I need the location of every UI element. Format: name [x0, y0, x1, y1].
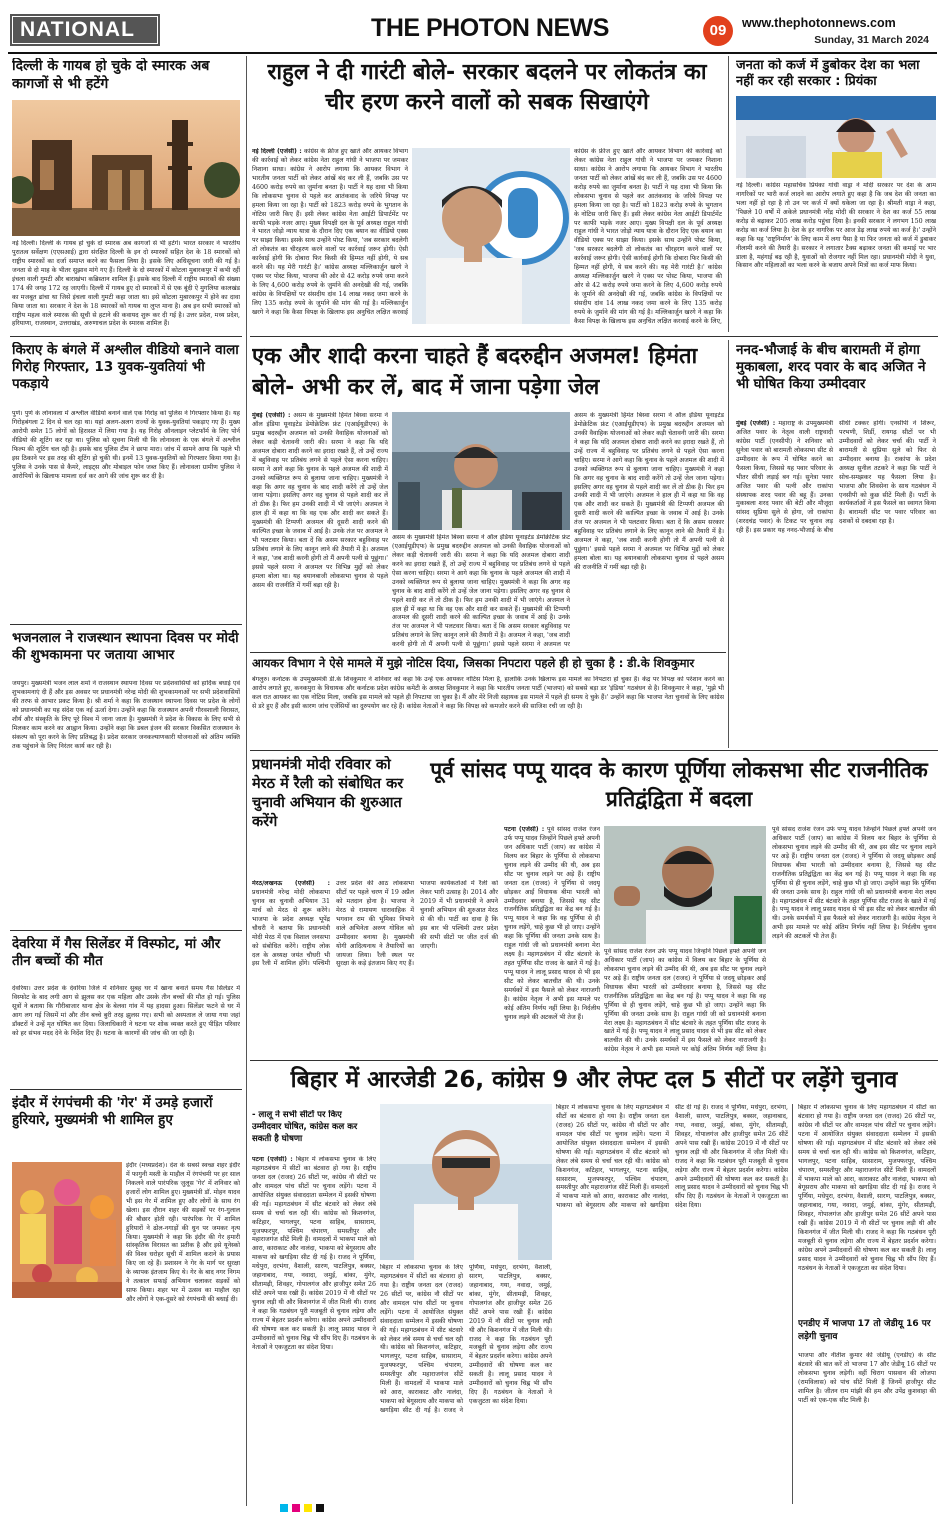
priyanka-body: नई दिल्ली। कांग्रेस महासचिव प्रियंका गांधी वाड्रा ने मोदी सरकार पर देश के आम नागरिकों पर भारी कर्ज लादने का आरोप लगाते हुए कहा है कि जब देश की जनता का भला नहीं हो रहा है तो उन पर कर्ज में क्यों धकेला जा रहा है। श्रीमती वाड्रा ने कहा, 'पिछले 10 वर्षों में अकेले प्रधानमंत्री नरेंद्र मोदी की सरकार ने देश का कर्ज 55 लाख करोड़ से बढ़ाकर 205 लाख करोड़ पहुंचा दिया है। इनकी सरकार ने लगभग 150 लाख करोड़ का कर्ज लिया है। देश के हर नागरिक पर आज डेढ़ लाख रुपये का कर्ज है।' उन्होंने कहा कि यह 'राष्ट्रनिर्माण' के लिए काम में लगा पैसा है या फिर जनता को कर्ज में डुबाकर नीलामी करने की तैयारी है। सरकार ने लगातार टैक्स बढ़ाकर जनता की कमाई पर भार डाला है, महंगाई बढ़ रही है, युवाओं को रोजगार नहीं मिल रहा। प्रधानमंत्री मोदी ने युवा, किसान और महिलाओं का भला करने के बजाय अपने मित्रों का कर्ज माफ किया।: [736, 182, 936, 270]
registration-mark: [280, 1504, 288, 1512]
rule: [10, 930, 242, 931]
website[interactable]: www.thephotonnews.com: [742, 16, 896, 30]
column-rule: [728, 340, 729, 748]
baramati-dateline: मुंबई (एजेंसी) :: [736, 420, 776, 427]
lead-headline: राहुल ने दी गारंटी बोले- सरकार बदलने पर लोकतंत्र का चीर हरण करने वालों को सबक सिखाएंगे: [267, 60, 707, 115]
ajmal-dateline: मुंबई (एजेंसी) :: [252, 412, 291, 419]
shivakumar-body: बेंगलुरु। कर्नाटक के उपमुख्यमंत्री डी.के शिवकुमार ने शनिवार को कहा कि उन्हें एक आयकर नोटिस मिला है, हालांकि उनके खिलाफ इस मामले का निपटारा हो चुका है। केंद्र पर विपक्ष को परेशान करने का आरोप लगाते हुए, कनकपुरा के विधायक और कर्नाटक प्रदेश कांग्रेस कमेटी के अध्यक्ष शिवकुमार ने कहा कि भारतीय जनता पार्टी (भाजपा) को सबसे बड़ा डर 'इंडिया' गठबंधन से है। शिवकुमार ने कहा, 'मुझे भी कल रात आयकर का एक नोटिस मिला, जबकि इस मामले को पहले ही निपटाया जा चुका है। मैं और मेरे निजी सहायक इस मामले में पहले ही समय दे चुके हैं।' उन्होंने कहा कि भाजपा नेता चुनावों के लिए कांग्रेस से डरे हुए हैं और इसी कारण जांच एजेंसियों का दुरुपयोग कर रहे हैं। कांग्रेस नेताओं ने कहा कि विपक्ष को कमजोर करने की साजिश रची जा रही है।: [252, 676, 724, 710]
bihar-dateline: पटना (एजेंसी) :: [252, 1156, 293, 1163]
registration-mark: [292, 1504, 300, 1512]
priyanka-headline: जनता को कर्ज में डुबोकर देश का भला नहीं कर रही सरकार : प्रियंका: [736, 58, 920, 90]
pappu-body-col1: [504, 826, 600, 1054]
rule: [250, 336, 938, 337]
bihar-body-text: बिहार में लोकसभा चुनाव के लिए महागठबंधन में सीटों का बंटवारा हो गया है। राष्ट्रीय जनता दल (राजद) 26 सीटों पर, कांग्रेस नौ सीटों पर और वामदल पांच सीटों पर चुनाव लड़ेंगे। पटना में आयोजित संयुक्त संवाददाता सम्मेलन में इसकी घोषणा की गई। महागठबंधन में सीट बंटवारे को लेकर लंबे समय से चर्चा चल रही थी। कांग्रेस को किशनगंज, कटिहार, भागलपुर, पटना साहिब, सासाराम, मुजफ्फरपुर, पश्चिम चंपारण, समस्तीपुर और महाराजगंज सीटें मिली हैं। वामदलों में भाकपा माले को आरा, काराकाट और नालंदा, भाकपा को बेगूसराय और माकपा को खगड़िया सीट दी गई है। राजद ने पूर्णिया, मधेपुरा, दरभंगा, वैशाली, सारण, पाटलिपुत्र, बक्सर, जहानाबाद, गया, नवादा, जमुई, बांका, मुंगेर, सीतामढ़ी, शिवहर, गोपालगंज और हाजीपुर समेत 26 सीटें अपने पास रखी हैं। कांग्रेस 2019 में नौ सीटों पर चुनाव लड़ी थी और किशनगंज में जीत मिली थी। राजद ने कहा कि गठबंधन पूरी मजबूती से चुनाव लड़ेगा और राज्य में बेहतर प्रदर्शन करेगा। कांग्रेस अपने उम्मीदवारों की घोषणा कल कर सकती है। लालू प्रसाद यादव ने उम्मीदवारों को चुनाव चिह्न भी सौंप दिए हैं। गठबंधन के नेताओं ने एकजुटता का संदेश दिया।: [252, 1156, 376, 1351]
himanta-image: [392, 412, 570, 530]
bhajanlal-body: जयपुर। मुख्यमंत्री भजन लाल शर्मा ने राजस्थान स्थापना दिवस पर प्रदेशवासियों को हार्दिक बधाई एवं शुभकामनाएं दी हैं और इस अवसर पर प्रधानमंत्री नरेन्द्र मोदी की शुभकामनाओं पर सभी प्रदेशवासियों की तरफ से आभार प्रकट किया है। श्री शर्मा ने कहा कि राजस्थान स्थापना दिवस पर प्रदेश के लोगों को प्रधानमंत्री का यह संदेश एक नई ऊर्जा देगा। उन्होंने कहा कि राजस्थान अपनी गौरवशाली विरासत, शौर्य और संस्कृति के लिए पूरे विश्व में जाना जाता है। मुख्यमंत्री ने प्रदेश के विकास के लिए सभी से मिलकर काम करने का आह्वान किया। उन्होंने कहा कि डबल इंजन की सरकार विकसित राजस्थान के संकल्प को पूरा करने के लिए प्रतिबद्ध है। प्रदेश सरकार जनकल्याणकारी योजनाओं को अंतिम व्यक्ति तक पहुंचाने के लिए निरंतर कार्य कर रही है।: [12, 680, 240, 750]
column-rule: [246, 56, 247, 1506]
registration-mark: [304, 1504, 312, 1512]
meerut-body-text: प्रधानमंत्री नरेन्द्र मोदी लोकसभा चुनाव का चुनावी अभियान 31 मार्च को मेरठ से शुरू करेंगे। भाजपा के प्रदेश अध्यक्ष भूपेंद्र चौधरी ने बताया कि प्रधानमंत्री मोदी मेरठ में एक विशाल जनसभा को संबोधित करेंगे। राष्ट्रीय लोक दल के अध्यक्ष जयंत चौधरी भी इस रैली में शामिल होंगे। पश्चिमी उत्तर प्रदेश की आठ लोकसभा सीटों पर पहले चरण में 19 अप्रैल को मतदान होना है। भाजपा ने मेरठ से रामायण धारावाहिक में भगवान राम की भूमिका निभाने वाले अभिनेता अरुण गोविल को उम्मीदवार बनाया है। मुख्यमंत्री योगी आदित्यनाथ ने तैयारियों का जायजा लिया। रैली स्थल पर सुरक्षा के कड़े इंतजाम किए गए हैं। भाजपा कार्यकर्ताओं में रैली को लेकर भारी उत्साह है। 2014 और 2019 में भी प्रधानमंत्री ने अपने चुनावी अभियान की शुरुआत मेरठ से की थी। पार्टी का दावा है कि इस बार भी पश्चिमी उत्तर प्रदेश की सभी सीटों पर जीत दर्ज की जाएगी।: [252, 880, 498, 968]
lead-body-text: कांग्रेस के फ्रीज हुए खाते और आयकर विभाग की कार्रवाई को लेकर कांग्रेस नेता राहुल गांधी ने भाजपा पर जमकर निशाना साधा। कांग्रेस ने आरोप लगाया कि आयकर विभाग ने भारतीय जनता पार्टी को लेकर आंखें बंद कर ली हैं, जबकि उस पर 4600 करोड़ रुपये का जुर्माना बनता है। पार्टी ने यह दावा भी किया कि लोकसभा चुनाव से पहले कर आतंकवाद के जरिये विपक्ष पर हमला किया जा रहा है। पार्टी को 1823 करोड़ रुपये के भुगतान के नोटिस जारी किए हैं। इसी लेकर कांग्रेस नेता आईटी डिपार्टमेंट पर काफी भड़के नजर आए। मुख्य विपक्षी दल के पूर्व अध्यक्ष राहुल गांधी ने भारत जोड़ो न्याय यात्रा के दौरान दिए एक बयान का वीडियो एक्स पर साझा किया। इसके साथ उन्होंने पोस्ट किया, 'जब सरकार बदलेगी तो लोकतंत्र का चीरहरण करने वालों पर कार्रवाई जरूर होगी। ऐसी कार्रवाई होगी कि दोबारा फिर किसी की हिम्मत नहीं होगी, ये सब करने की। यह मेरी गारंटी है।' कांग्रेस अध्यक्ष मल्लिकार्जुन खरगे ने एक्स पर पोस्ट किया, भाजपा की ओर से 42 करोड़ रुपये जमा करने के लिए 4,600 करोड़ रुपये के जुर्माने की अनदेखी की गई, जबकि कांग्रेस के विपक्षियों पर संसदीय दांव 14 लाख नकद जमा करने के लिए 135 करोड़ रुपये के जुर्माने की मांग की गई है। मल्लिकार्जुन खरगे ने कहा कि कैसा विपक्ष के खिलाफ इस अनुचित लक्षित करवाई: [252, 148, 408, 316]
header-rule: [8, 52, 937, 54]
pappu-dateline: पटना (एजेंसी) :: [504, 826, 545, 833]
baramati-body-text: महाराष्ट्र के उपमुख्यमंत्री अजित पवार के नेतृत्व वाली राष्ट्रवादी कांग्रेस पार्टी (एनसीपी) ने शनिवार को सुनेत्रा पवार को बारामती लोकसभा सीट से उम्मीदवार के रूप में घोषित करने का फैसला किया, जिससे यह पवार परिवार के भीतर सीधी लड़ाई बन गई। सुनेत्रा पवार अजित पवार की पत्नी और राकांपा संस्थापक शरद पवार की बहू हैं। उनका मुकाबला शरद पवार की बेटी और मौजूदा सांसद सुप्रिया सुले से होगा, जो राकांपा (शरदचंद्र पवार) के टिकट पर चुनाव लड़ रही हैं। इस प्रकार यह ननद-भौजाई के बीच सीधी टक्कर होगी। एनसीपी ने शिरूर, परभणी, शिर्डी, रायगढ़ सीटों पर भी उम्मीदवारों को लेकर चर्चा की। पार्टी ने बारामती से सुप्रिया सुले को फिर से उम्मीदवार बनाया है। राकांपा के प्रदेश अध्यक्ष सुनील तटकरे ने कहा कि पार्टी ने सोच-समझकर यह फैसला लिया है। भाजपा और शिवसेना के साथ गठबंधन में एनसीपी को कुछ सीटें मिली हैं। पार्टी के कार्यकर्ताओं ने इस फैसले का स्वागत किया है। बारामती सीट पर पवार परिवार का दशकों से दबदबा रहा है।: [736, 420, 936, 535]
pappu-photo: [604, 826, 766, 944]
column-rule: [728, 56, 729, 332]
bihar-headline: बिहार में आरजेडी 26, कांग्रेस 9 और लेफ्ट दल 5 सीटों पर लड़ेंगे चुनाव: [290, 1067, 898, 1093]
meerut-headline: प्रधानमंत्री मोदी रविवार को मेरठ में रैली को संबोधित कर चुनावी अभियान की शुरुआत करेंगे: [252, 757, 404, 830]
registration-mark: [316, 1504, 324, 1512]
ajmal-headline: एक और शादी करना चाहते हैं बदरुद्दीन अजमल! हिमंता बोले- अभी कर लें, बाद में जाना पड़ेगा जेल: [252, 344, 698, 400]
rule: [10, 1089, 242, 1090]
masthead: THE PHOTON NEWS: [371, 14, 609, 42]
monument-headline: दिल्ली के गायब हो चुके दो स्मारक अब कागजों से भी हटेंगे: [12, 58, 210, 92]
meerut-dateline: मेरठ/लखनऊ (एजेंसी) :: [252, 880, 330, 887]
deoria-headline: देवरिया में गैस सिलेंडर में विस्फोट, मां और तीन बच्चों की मौत: [12, 936, 221, 969]
ajmal-body-col3: असम के मुख्यमंत्री हिमंत बिस्वा सरमा ने ऑल इंडिया यूनाइटेड डेमोक्रेटिक फ्रंट (एआईयूडीएफ) के प्रमुख बदरुद्दीन अजमल को उनकी वैवाहिक योजनाओं को लेकर कड़ी चेतावनी जारी की। सरमा ने कहा कि यदि अजमल दोबारा शादी करने का इरादा रखते हैं, तो उन्हें राज्य में बहुविवाह पर प्रतिबंध लगने से पहले ऐसा करना चाहिए। सरमा ने आगे कहा कि चुनाव के पहले अजमल की शादी में उनको व्यक्तिगत रूप से बुलाया जाना चाहिए। मुख्यमंत्री ने कहा कि अगर वह चुनाव के बाद शादी करेंगे तो उन्हें जेल जाना पड़ेगा। इसलिए अगर वह चुनाव से पहले शादी कर लें तो ठीक है। फिर हम उनकी शादी में भी जाएंगे। अजमल ने हाल ही में कहा था कि वह एक और शादी कर सकते हैं। मुख्यमंत्री की टिप्पणी अजमल की दूसरी शादी करने की काल्पित इच्छा के जवाब में आई है। उनके तंज पर अजमल ने भी पलटवार किया। बता दें कि असम सरकार बहुविवाह पर प्रतिबंध लगाने के लिए कानून लाने की तैयारी में है। अजमल ने कहा, 'जब शादी करनी होगी तो मैं अपनी पत्नी से पूछूंगा।' इससे पहले सरमा ने अजमल पर विभिन्न मुद्दों को लेकर हमला बोला था। यह बयानबाजी लोकसभा चुनाव से पहले असम की राजनीति में गर्मी बढ़ा रही है।: [574, 412, 724, 571]
baramati-headline: ननद-भौजाई के बीच बारामती में होगा मुकाबला, शरद पवार के बाद अजित ने भी घोषित किया उम्मीदवार: [736, 342, 926, 392]
shivakumar-headline: आयकर विभाग ने ऐसे मामले में मुझे नोटिस दिया, जिसका निपटारा पहले ही हो चुका है : डी.के शिवकुमार: [252, 656, 695, 670]
bihar-subhead: - लालू ने सभी सीटों पर किए उम्मीदवार घोषित, कांग्रेस कल कर सकती है घोषणा: [252, 1110, 358, 1144]
bihar-body-col3: बिहार में लोकसभा चुनाव के लिए महागठबंधन में सीटों का बंटवारा हो गया है। राष्ट्रीय जनता दल (राजद) 26 सीटों पर, कांग्रेस नौ सीटों पर और वामदल पांच सीटों पर चुनाव लड़ेंगे। पटना में आयोजित संयुक्त संवाददाता सम्मेलन में इसकी घोषणा की गई। महागठबंधन में सीट बंटवारे को लेकर लंबे समय से चर्चा चल रही थी। कांग्रेस को किशनगंज, कटिहार, भागलपुर, पटना साहिब, सासाराम, मुजफ्फरपुर, पश्चिम चंपारण, समस्तीपुर और महाराजगंज सीटें मिली हैं। वामदलों में भाकपा माले को आरा, काराकाट और नालंदा, भाकपा को बेगूसराय और माकपा को खगड़िया सीट दी गई है। राजद ने पूर्णिया, मधेपुरा, दरभंगा, वैशाली, सारण, पाटलिपुत्र, बक्सर, जहानाबाद, गया, नवादा, जमुई, बांका, मुंगेर, सीतामढ़ी, शिवहर, गोपालगंज और हाजीपुर समेत 26 सीटें अपने पास रखी हैं। कांग्रेस 2019 में नौ सीटों पर चुनाव लड़ी थी और किशनगंज में जीत मिली थी। राजद ने कहा कि गठबंधन पूरी मजबूती से चुनाव लड़ेगा और राज्य में बेहतर प्रदर्शन करेगा। कांग्रेस अपने उम्मीदवारों की घोषणा कल कर सकती है। लालू प्रसाद यादव ने उम्मीदवारों को चुनाव चिह्न भी सौंप दिए हैं। गठबंधन के नेताओं ने एकजुटता का संदेश दिया।: [556, 1104, 788, 1210]
monument-body: नई दिल्ली। दिल्ली के गायब हो चुके दो स्मारक अब कागजों से भी हटेंगे। भारत सरकार ने भारतीय पुरातत्व सर्वेक्षण (एएसआई) द्वारा संरक्षित दिल्ली के इन दो स्मारकों सहित देश के 18 स्मारकों को राष्ट्रीय स्मारकों का दर्जा समाप्त करने का फैसला लिया है। इसके लिए अधिसूचना जारी की गई है। जनता से दो माह के भीतर सुझाव मांगे गए हैं। दिल्ली के दो स्मारकों में कोटला मुबारकपुर में कभी रहीं इंचला वाली गुमटी और बाराखंभा कब्रिस्तान शामिल हैं। इसके बाद दिल्ली में राष्ट्रीय स्मारकों की संख्या 174 की जगह 172 रह जाएगी। दिल्ली में गायब हुए दो स्मारकों में से एक बूंदी ऐ मुगलिया कालखंड का मजबूत ढांचा था जिसे इंचला वाली गुमटी कहा जाता था। इसे कोटला मुबारकपुर में होने का दावा किया जाता था। सरकार ने देश के 18 स्मारकों को गायब या लुप्त माना है। अब इन सभी स्मारकों को राष्ट्रीय महत्व वाले स्मारक की सूची से हटाने की कवायद शुरू कर दी गई है। उत्तर प्रदेश, मध्य प्रदेश, हरियाणा, राजस्थान, उत्तराखंड, अरुणाचल प्रदेश के स्मारक शामिल हैं।: [12, 240, 240, 328]
section-label: NATIONAL: [20, 18, 135, 41]
priyanka-image: [736, 96, 936, 178]
lead-body-right: कांग्रेस के फ्रीज हुए खाते और आयकर विभाग की कार्रवाई को लेकर कांग्रेस नेता राहुल गांधी ने भाजपा पर जमकर निशाना साधा। कांग्रेस ने आरोप लगाया कि आयकर विभाग ने भारतीय जनता पार्टी को लेकर आंखें बंद कर ली हैं, जबकि उस पर 4600 करोड़ रुपये का जुर्माना बनता है। पार्टी ने यह दावा भी किया कि लोकसभा चुनाव से पहले कर आतंकवाद के जरिये विपक्ष पर हमला किया जा रहा है। पार्टी को 1823 करोड़ रुपये के भुगतान के नोटिस जारी किए हैं। इसी लेकर कांग्रेस नेता आईटी डिपार्टमेंट पर काफी भड़के नजर आए। मुख्य विपक्षी दल के पूर्व अध्यक्ष राहुल गांधी ने भारत जोड़ो न्याय यात्रा के दौरान दिए एक बयान का वीडियो एक्स पर साझा किया। इसके साथ उन्होंने पोस्ट किया, 'जब सरकार बदलेगी तो लोकतंत्र का चीरहरण करने वालों पर कार्रवाई जरूर होगी। ऐसी कार्रवाई होगी कि दोबारा फिर किसी की हिम्मत नहीं होगी, ये सब करने की। यह मेरी गारंटी है।' कांग्रेस अध्यक्ष मल्लिकार्जुन खरगे ने एक्स पर पोस्ट किया, भाजपा की ओर से 42 करोड़ रुपये जमा करने के लिए 4,600 करोड़ रुपये के जुर्माने की अनदेखी की गई, जबकि कांग्रेस के विपक्षियों पर संसदीय दांव 14 लाख नकद जमा करने के लिए 135 करोड़ रुपये के जुर्माने की मांग की गई है। मल्लिकार्जुन खरगे ने कहा कि कैसा विपक्ष के खिलाफ इस अनुचित लक्षित करवाई करने के लिए,: [574, 148, 722, 324]
indore-body-text: इंदौर (मध्यप्रदेश)। देश के सबसे स्वच्छ शहर इंदौर में फागुनी मस्ती के माहौल में रंगपंचमी पर हर साल निकलने वाले पारंपरिक जुलूस 'गेर' में शनिवार को हजारों लोग शामिल हुए। मुख्यमंत्री डॉ. मोहन यादव भी इस गेर में शामिल हुए और लोगों के साथ रंग खेला। इस दौरान शहर की सड़कों पर रंग-गुलाल की बौछार होती रही। पारंपरिक गेर में शामिल हुरियारों ने ढोल-नगाड़ों की धुन पर जमकर नृत्य किया। मुख्यमंत्री ने कहा कि इंदौर की गेर हमारी सांस्कृतिक विरासत का प्रतीक है और इसे यूनेस्को की विश्व धरोहर सूची में शामिल कराने के प्रयास किए जा रहे हैं। प्रशासन ने गेर के मार्ग पर सुरक्षा के व्यापक इंतजाम किए थे। गेर के बाद नगर निगम ने तत्काल सफाई अभियान चलाकर सड़कों को साफ किया। शहर भर में उत्सव का माहौल रहा और लोगों ने एक-दूसरे को रंगपंचमी की बधाई दी।: [126, 1162, 240, 1304]
rule: [250, 652, 726, 653]
himanta-photo: [392, 412, 570, 530]
indore-headline: इंदौर में रंगपंचमी की 'गेर' में उमड़े हजारों हुरियारे, मुख्यमंत्री भी शामिल हुए: [12, 1095, 213, 1128]
monument-photo: [12, 100, 240, 236]
bihar-body-col1: [252, 1156, 376, 1506]
lalu-photo: [380, 1104, 552, 1260]
bhajanlal-headline: भजनलाल ने राजस्थान स्थापना दिवस पर मोदी की शुभकामना पर जताया आभार: [12, 630, 239, 663]
pappu-body-col3: पूर्व सांसद राजेश रंजन उर्फ पप्पू यादव जिन्होंने पिछले हफ्ते अपनी जन अधिकार पार्टी (जाप) का कांग्रेस में विलय कर बिहार के पूर्णिया से लोकसभा चुनाव लड़ने की उम्मीद की थी, अब इस सीट पर चुनाव लड़ने पर अड़े हैं। राष्ट्रीय जनता दल (राजद) ने पूर्णिया से जदयू छोड़कर आईं विधायक बीमा भारती को उम्मीदवार बनाया है, जिससे यह सीट राजनीतिक प्रतिद्वंद्विता का केंद्र बन गई है। पप्पू यादव ने कहा कि वह पूर्णिया से ही चुनाव लड़ेंगे, चाहे कुछ भी हो जाए। उन्होंने कहा कि पूर्णिया की जनता उनके साथ है। राहुल गांधी जी को प्रधानमंत्री बनाना मेरा लक्ष्य है। महागठबंधन में सीट बंटवारे के तहत पूर्णिया सीट राजद के खाते में गई है। पप्पू यादव ने लालू प्रसाद यादव से भी इस सीट को लेकर बातचीत की थी। उनके समर्थकों में इस फैसले को लेकर नाराजगी है। कांग्रेस नेतृत्व ने अभी इस मामले पर कोई अंतिम निर्णय नहीं लिया है। निर्दलीय चुनाव लड़ने की अटकलें भी तेज हैं।: [772, 826, 936, 941]
deoria-body: देवरिया। उत्तर प्रदेश के देवरिया जिले में शनिवार सुबह घर में खाना बनाते समय गैस सिलेंडर में विस्फोट के बाद लगी आग से झुलस कर एक महिला और उसके तीन बच्चों की मौत हो गई। पुलिस सूत्रों ने बताया कि गौरीबाजार थाना क्षेत्र के बेलवा गांव में यह हादसा हुआ। सिलेंडर फटने से घर में आग लग गई जिसमें मां और तीन बच्चे बुरी तरह झुलस गए। सभी को अस्पताल ले जाया गया जहां डॉक्टरों ने उन्हें मृत घोषित कर दिया। जिलाधिकारी ने घटना पर शोक व्यक्त करते हुए पीड़ित परिवार को हर संभव मदद देने के निर्देश दिए हैं। घटना के कारणों की जांच की जा रही है।: [12, 985, 240, 1037]
nda-headline: एनडीए में भाजपा 17 तो जेडीयू 16 पर लड़ेगी चुनाव: [798, 1319, 931, 1342]
section-tag: [10, 14, 160, 46]
indore-body: [12, 1162, 240, 1514]
rule: [250, 1060, 938, 1061]
rule: [10, 336, 242, 337]
rule: [10, 624, 242, 625]
pappu-headline: पूर्व सांसद पप्पू यादव के कारण पूर्णिया लोकसभा सीट राजनीतिक प्रतिद्वंद्विता में बदला: [430, 758, 928, 812]
lalu-image: [380, 1104, 552, 1260]
qutub-image: [12, 100, 240, 236]
photo-spacer: [12, 1162, 126, 1300]
issue-date: Sunday, 31 March 2024: [814, 34, 929, 46]
meerut-body: [252, 880, 498, 1054]
pappu-body-text: पूर्व सांसद राजेश रंजन उर्फ पप्पू यादव जिन्होंने पिछले हफ्ते अपनी जन अधिकार पार्टी (जाप) का कांग्रेस में विलय कर बिहार के पूर्णिया से लोकसभा चुनाव लड़ने की उम्मीद की थी, अब इस सीट पर चुनाव लड़ने पर अड़े हैं। राष्ट्रीय जनता दल (राजद) ने पूर्णिया से जदयू छोड़कर आईं विधायक बीमा भारती को उम्मीदवार बनाया है, जिससे यह सीट राजनीतिक प्रतिद्वंद्विता का केंद्र बन गई है। पप्पू यादव ने कहा कि वह पूर्णिया से ही चुनाव लड़ेंगे, चाहे कुछ भी हो जाए। उन्होंने कहा कि पूर्णिया की जनता उनके साथ है। राहुल गांधी जी को प्रधानमंत्री बनाना मेरा लक्ष्य है। महागठबंधन में सीट बंटवारे के तहत पूर्णिया सीट राजद के खाते में गई है। पप्पू यादव ने लालू प्रसाद यादव से भी इस सीट को लेकर बातचीत की थी। उनके समर्थकों में इस फैसले को लेकर नाराजगी है। कांग्रेस नेतृत्व ने अभी इस मामले पर कोई अंतिम निर्णय नहीं लिया है। निर्दलीय चुनाव लड़ने की अटकलें भी तेज हैं।: [504, 826, 600, 1021]
bihar-body-col4: बिहार में लोकसभा चुनाव के लिए महागठबंधन में सीटों का बंटवारा हो गया है। राष्ट्रीय जनता दल (राजद) 26 सीटों पर, कांग्रेस नौ सीटों पर और वामदल पांच सीटों पर चुनाव लड़ेंगे। पटना में आयोजित संयुक्त संवाददाता सम्मेलन में इसकी घोषणा की गई। महागठबंधन में सीट बंटवारे को लेकर लंबे समय से चर्चा चल रही थी। कांग्रेस को किशनगंज, कटिहार, भागलपुर, पटना साहिब, सासाराम, मुजफ्फरपुर, पश्चिम चंपारण, समस्तीपुर और महाराजगंज सीटें मिली हैं। वामदलों में भाकपा माले को आरा, काराकाट और नालंदा, भाकपा को बेगूसराय और माकपा को खगड़िया सीट दी गई है। राजद ने पूर्णिया, मधेपुरा, दरभंगा, वैशाली, सारण, पाटलिपुत्र, बक्सर, जहानाबाद, गया, नवादा, जमुई, बांका, मुंगेर, सीतामढ़ी, शिवहर, गोपालगंज और हाजीपुर समेत 26 सीटें अपने पास रखी हैं। कांग्रेस 2019 में नौ सीटों पर चुनाव लड़ी थी और किशनगंज में जीत मिली थी। राजद ने कहा कि गठबंधन पूरी मजबूती से चुनाव लड़ेगा और राज्य में बेहतर प्रदर्शन करेगा। कांग्रेस अपने उम्मीदवारों की घोषणा कल कर सकती है। लालू प्रसाद यादव ने उम्मीदवारों को चुनाव चिह्न भी सौंप दिए हैं। गठबंधन के नेताओं ने एकजुटता का संदेश दिया।: [798, 1104, 936, 1272]
column-rule: [792, 1104, 793, 1504]
pappu-body-col2: पूर्व सांसद राजेश रंजन उर्फ पप्पू यादव जिन्होंने पिछले हफ्ते अपनी जन अधिकार पार्टी (जाप) का कांग्रेस में विलय कर बिहार के पूर्णिया से लोकसभा चुनाव लड़ने की उम्मीद की थी, अब इस सीट पर चुनाव लड़ने पर अड़े हैं। राष्ट्रीय जनता दल (राजद) ने पूर्णिया से जदयू छोड़कर आईं विधायक बीमा भारती को उम्मीदवार बनाया है, जिससे यह सीट राजनीतिक प्रतिद्वंद्विता का केंद्र बन गई है। पप्पू यादव ने कहा कि वह पूर्णिया से ही चुनाव लड़ेंगे, चाहे कुछ भी हो जाए। उन्होंने कहा कि पूर्णिया की जनता उनके साथ है। राहुल गांधी जी को प्रधानमंत्री बनाना मेरा लक्ष्य है। महागठबंधन में सीट बंटवारे के तहत पूर्णिया सीट राजद के खाते में गई है। पप्पू यादव ने लालू प्रसाद यादव से भी इस सीट को लेकर बातचीत की थी। उनके समर्थकों में इस फैसले को लेकर नाराजगी है। कांग्रेस नेतृत्व ने अभी इस मामले पर कोई अंतिम निर्णय नहीं लिया है।: [604, 948, 766, 1054]
ajmal-body-text: असम के मुख्यमंत्री हिमंत बिस्वा सरमा ने ऑल इंडिया यूनाइटेड डेमोक्रेटिक फ्रंट (एआईयूडीएफ) के प्रमुख बदरुद्दीन अजमल को उनकी वैवाहिक योजनाओं को लेकर कड़ी चेतावनी जारी की। सरमा ने कहा कि यदि अजमल दोबारा शादी करने का इरादा रखते हैं, तो उन्हें राज्य में बहुविवाह पर प्रतिबंध लगने से पहले ऐसा करना चाहिए। सरमा ने आगे कहा कि चुनाव के पहले अजमल की शादी में उनको व्यक्तिगत रूप से बुलाया जाना चाहिए। मुख्यमंत्री ने कहा कि अगर वह चुनाव के बाद शादी करेंगे तो उन्हें जेल जाना पड़ेगा। इसलिए अगर वह चुनाव से पहले शादी कर लें तो ठीक है। फिर हम उनकी शादी में भी जाएंगे। अजमल ने हाल ही में कहा था कि वह एक और शादी कर सकते हैं। मुख्यमंत्री की टिप्पणी अजमल की दूसरी शादी करने की काल्पित इच्छा के जवाब में आई है। उनके तंज पर अजमल ने भी पलटवार किया। बता दें कि असम सरकार बहुविवाह पर प्रतिबंध लगाने के लिए कानून लाने की तैयारी में है। अजमल ने कहा, 'जब शादी करनी होगी तो मैं अपनी पत्नी से पूछूंगा।' इससे पहले सरमा ने अजमल पर विभिन्न मुद्दों को लेकर हमला बोला था। यह बयानबाजी लोकसभा चुनाव से पहले असम की राजनीति में गर्मी बढ़ा रही है।: [252, 412, 388, 589]
priyanka-photo: [736, 96, 936, 178]
pappu-image: [604, 826, 766, 944]
ajmal-body-col2: असम के मुख्यमंत्री हिमंत बिस्वा सरमा ने ऑल इंडिया यूनाइटेड डेमोक्रेटिक फ्रंट (एआईयूडीएफ) के प्रमुख बदरुद्दीन अजमल को उनकी वैवाहिक योजनाओं को लेकर कड़ी चेतावनी जारी की। सरमा ने कहा कि यदि अजमल दोबारा शादी करने का इरादा रखते हैं, तो उन्हें राज्य में बहुविवाह पर प्रतिबंध लगने से पहले ऐसा करना चाहिए। सरमा ने आगे कहा कि चुनाव के पहले अजमल की शादी में उनको व्यक्तिगत रूप से बुलाया जाना चाहिए। मुख्यमंत्री ने कहा कि अगर वह चुनाव के बाद शादी करेंगे तो उन्हें जेल जाना पड़ेगा। इसलिए अगर वह चुनाव से पहले शादी कर लें तो ठीक है। फिर हम उनकी शादी में भी जाएंगे। अजमल ने हाल ही में कहा था कि वह एक और शादी कर सकते हैं। मुख्यमंत्री की टिप्पणी अजमल की दूसरी शादी करने की काल्पित इच्छा के जवाब में आई है। उनके तंज पर अजमल ने भी पलटवार किया। बता दें कि असम सरकार बहुविवाह पर प्रतिबंध लगाने के लिए कानून लाने की तैयारी में है। अजमल ने कहा, 'जब शादी करनी होगी तो मैं अपनी पत्नी से पूछूंगा।' इससे पहले सरमा ने अजमल पर: [392, 534, 570, 648]
bihar-body-col2: बिहार में लोकसभा चुनाव के लिए महागठबंधन में सीटों का बंटवारा हो गया है। राष्ट्रीय जनता दल (राजद) 26 सीटों पर, कांग्रेस नौ सीटों पर और वामदल पांच सीटों पर चुनाव लड़ेंगे। पटना में आयोजित संयुक्त संवाददाता सम्मेलन में इसकी घोषणा की गई। महागठबंधन में सीट बंटवारे को लेकर लंबे समय से चर्चा चल रही थी। कांग्रेस को किशनगंज, कटिहार, भागलपुर, पटना साहिब, सासाराम, मुजफ्फरपुर, पश्चिम चंपारण, समस्तीपुर और महाराजगंज सीटें मिली हैं। वामदलों में भाकपा माले को आरा, काराकाट और नालंदा, भाकपा को बेगूसराय और माकपा को खगड़िया सीट दी गई है। राजद ने पूर्णिया, मधेपुरा, दरभंगा, वैशाली, सारण, पाटलिपुत्र, बक्सर, जहानाबाद, गया, नवादा, जमुई, बांका, मुंगेर, सीतामढ़ी, शिवहर, गोपालगंज और हाजीपुर समेत 26 सीटें अपने पास रखी हैं। कांग्रेस 2019 में नौ सीटों पर चुनाव लड़ी थी और किशनगंज में जीत मिली थी। राजद ने कहा कि गठबंधन पूरी मजबूती से चुनाव लड़ेगा और राज्य में बेहतर प्रदर्शन करेगा। कांग्रेस अपने उम्मीदवारों की घोषणा कल कर सकती है। लालू प्रसाद यादव ने उम्मीदवारों को चुनाव चिह्न भी सौंप दिए हैं। गठबंधन के नेताओं ने एकजुटता का संदेश दिया।: [380, 1264, 552, 1414]
page-number: 09: [703, 16, 733, 46]
ajmal-body-col1: [252, 412, 388, 648]
lead-dateline: नई दिल्ली (एजेंसी) :: [252, 148, 302, 155]
gang-body: पुणे। पुणे के लोनावला में अश्लील वीडियो बनाने वाले एक गिरोह को पुलिस ने गिरफ्तार किया है। यह गिरोहबंगला 2 दिन से चल रहा था। यहां अलग-अलग राज्यों के युवक-युवतियां पकड़ाए गए हैं। मुख्य आरोपी समेत 15 लोगों को हिरासत में लिया गया है। यह गिरोह ऑनलाइन प्लेटफॉर्म के लिए पोर्न वीडियो की शूटिंग कर रहा था। पुलिस को सूचना मिली थी कि लोनावला के एक बंगले में अश्लील फिल्म की शूटिंग चल रही है। इसके बाद पुलिस टीम ने छापा मारा। जांच में सामने आया कि पहले भी इस ठिकाने पर इस तरह की शूटिंग हो चुकी थी। इनमें 13 युवक-युवतियों को गिरफ्तार किया गया है। पुलिस ने उनके पास से कैमरे, लाइट्स और मोबाइल फोन जब्त किए हैं। लोनावला ग्रामीण पुलिस ने आरोपियों के खिलाफ मामला दर्ज कर आगे की जांच शुरू कर दी है।: [12, 410, 240, 480]
gang-headline: किराए के बंगले में अश्लील वीडियो बनाने वाला गिरोह गिरफ्तार, 13 युवक-युवतियां भी पकड़ाये: [12, 342, 239, 392]
baramati-body: [736, 420, 936, 746]
nda-body: भाजपा और नीतीश कुमार की जेडीयू (एनडीए) के सीट बंटवारे की बात करें तो भाजपा 17 और जेडीयू 16 सीटों पर लोकसभा चुनाव लड़ेगी। वहीं चिराग पासवान की लोजपा (रामविलास) को पांच सीटें मिली हैं जिनमें हाजीपुर सीट शामिल है। जीतन राम मांझी की हम और उपेंद्र कुशवाहा की पार्टी को एक-एक सीट मिली है।: [798, 1352, 936, 1404]
rule: [250, 750, 938, 751]
